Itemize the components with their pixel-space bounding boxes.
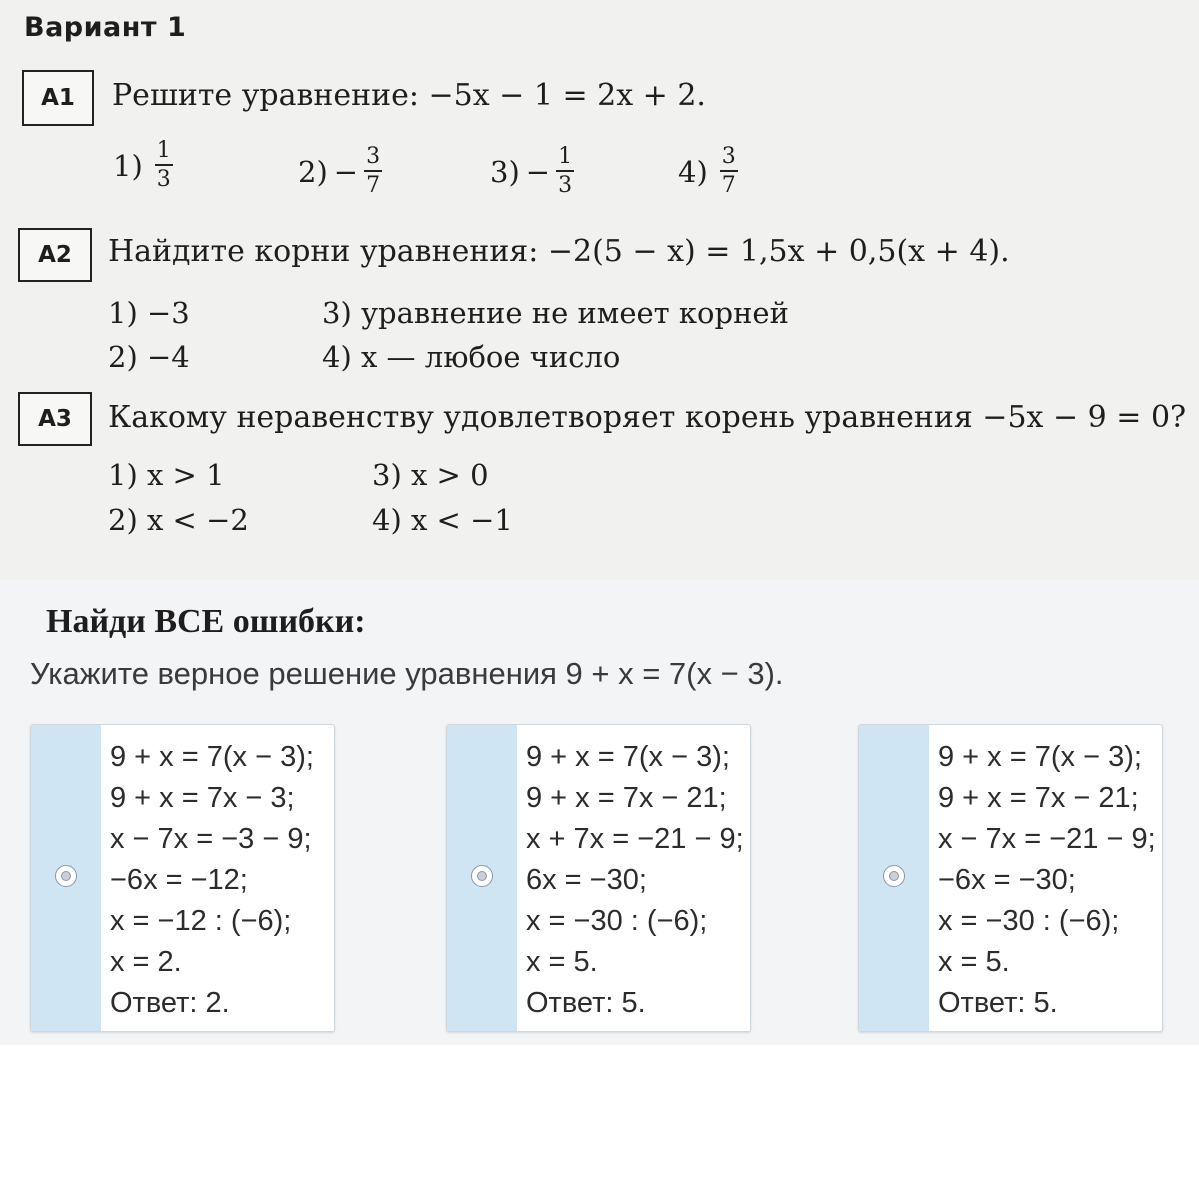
solution-line: 9 + x = 7x − 3; — [110, 782, 295, 814]
solution-lines — [517, 725, 744, 1031]
solution-line: x − 7x = −21 − 9; — [938, 823, 1156, 855]
radio-button[interactable] — [883, 865, 905, 887]
find-errors-instruction: Укажите верное решение уравнения 9 + x = 7(x − 3). — [30, 656, 784, 691]
solution-lines — [101, 725, 314, 1031]
card-strip — [859, 725, 929, 1031]
task-a1-option-3[interactable] — [490, 146, 574, 197]
solution-line: 6x = −30; — [526, 864, 647, 896]
solution-line: −6x = −12; — [110, 864, 248, 896]
task-a1-text: Решите уравнение: −5x − 1 = 2x + 2. — [112, 78, 706, 113]
solution-line: 9 + x = 7x − 21; — [526, 782, 727, 814]
fraction-numerator: 1 — [155, 140, 173, 166]
radio-button[interactable] — [55, 865, 77, 887]
task-a3-option-3[interactable]: 3) x > 0 — [372, 458, 489, 492]
task-a1-option-4[interactable] — [678, 146, 738, 197]
solution-line: 9 + x = 7x − 21; — [938, 782, 1139, 814]
fraction-denominator: 7 — [721, 173, 736, 198]
task-a3-option-4[interactable]: 4) x < −1 — [372, 503, 513, 537]
solution-card-3[interactable] — [858, 724, 1163, 1032]
radio-dot-icon — [61, 871, 71, 881]
task-a2-option-2[interactable]: 2) −4 — [108, 340, 190, 374]
task-a3-label: А3 — [18, 392, 92, 446]
solution-line: x = −12 : (−6); — [110, 905, 292, 937]
solution-line: −6x = −30; — [938, 864, 1076, 896]
option-sign: − — [333, 154, 359, 189]
solution-line: x = −30 : (−6); — [526, 905, 708, 937]
solution-line: x + 7x = −21 − 9; — [526, 823, 744, 855]
option-prefix: 4) — [678, 154, 708, 189]
solution-line: x − 7x = −3 − 9; — [110, 823, 312, 855]
radio-button[interactable] — [471, 865, 493, 887]
solution-line: x = 2. — [110, 946, 182, 978]
solution-line: x = −30 : (−6); — [938, 905, 1120, 937]
task-a2-option-4[interactable]: 4) x — любое число — [322, 340, 621, 374]
task-a3-option-1[interactable]: 1) x > 1 — [108, 458, 225, 492]
task-a2-option-3[interactable]: 3) уравнение не имеет корней — [322, 296, 789, 330]
fraction-denominator: 3 — [156, 167, 171, 192]
solution-answer: Ответ: 2. — [110, 987, 230, 1019]
option-prefix: 2) — [298, 154, 328, 189]
solution-line: 9 + x = 7(x − 3); — [938, 741, 1142, 773]
task-a2-text: Найдите корни уравнения: −2(5 − x) = 1,5x + 0,5(x + 4). — [108, 234, 1010, 269]
fraction-numerator: 3 — [364, 146, 382, 172]
solution-line: 9 + x = 7(x − 3); — [110, 741, 314, 773]
solution-answer: Ответ: 5. — [526, 987, 646, 1019]
task-a1-option-1[interactable] — [113, 140, 173, 191]
option-fraction — [720, 146, 738, 197]
solution-card-1[interactable] — [30, 724, 335, 1032]
fraction-denominator: 3 — [558, 173, 573, 198]
task-a1-option-2[interactable] — [298, 146, 382, 197]
solution-line: x = 5. — [938, 946, 1010, 978]
radio-dot-icon — [889, 871, 899, 881]
task-a2-label: А2 — [18, 228, 92, 282]
option-prefix: 3) — [490, 154, 520, 189]
fraction-denominator: 7 — [366, 173, 381, 198]
card-strip — [31, 725, 101, 1031]
fraction-numerator: 3 — [720, 146, 738, 172]
solution-lines — [929, 725, 1156, 1031]
solution-card-2[interactable] — [446, 724, 751, 1032]
card-strip — [447, 725, 517, 1031]
option-fraction — [155, 140, 173, 191]
option-sign: − — [525, 154, 551, 189]
fraction-numerator: 1 — [556, 146, 574, 172]
option-fraction — [364, 146, 382, 197]
find-errors-title: Найди ВСЕ ошибки: — [46, 603, 366, 640]
option-fraction — [556, 146, 574, 197]
solution-line: 9 + x = 7(x − 3); — [526, 741, 730, 773]
task-a1-label: А1 — [22, 70, 94, 126]
solution-line: x = 5. — [526, 946, 598, 978]
solution-answer: Ответ: 5. — [938, 987, 1058, 1019]
variant-title: Вариант 1 — [24, 12, 187, 43]
option-prefix: 1) — [113, 148, 143, 183]
task-a3-option-2[interactable]: 2) x < −2 — [108, 503, 249, 537]
task-a2-option-1[interactable]: 1) −3 — [108, 296, 190, 330]
task-a3-text: Какому неравенству удовлетворяет корень уравнения −5x − 9 = 0? — [108, 400, 1187, 435]
radio-dot-icon — [477, 871, 487, 881]
